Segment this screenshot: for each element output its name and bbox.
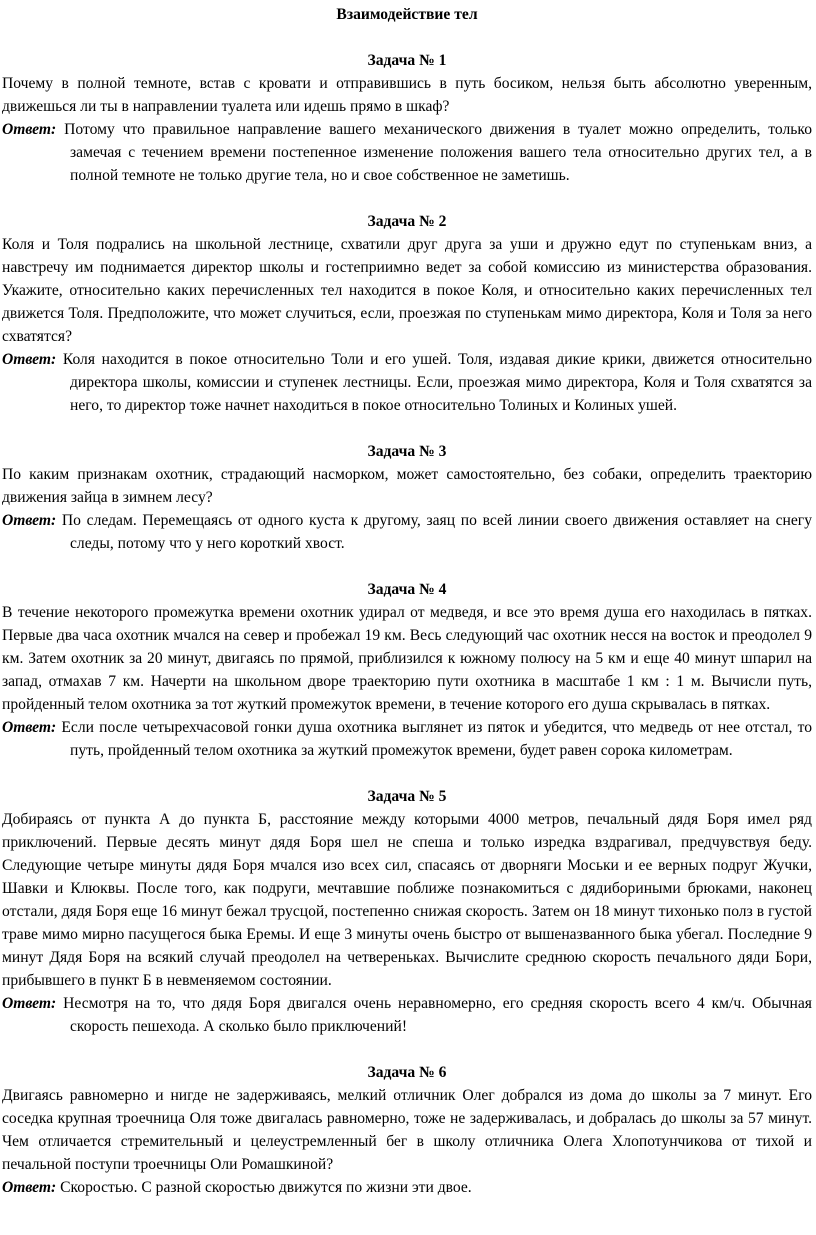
document-title: Взаимодействие тел xyxy=(336,6,478,23)
answer-label: Ответ: xyxy=(2,512,57,529)
task-question: Двигаясь равномерно и нигде не задерживаясь, мелкий отличник Олег добрался из дома до школы за 7 минут. Его соседка крупная троечница Оля тоже двигалась равномерно, тоже не задерживалась, и добралась до школы за 57 минут. Чем отличается стремительный и целеустремленный бег в школу отличника Олега Хлопотунчикова от тихой и печальной поступи троечницы Оли Ромашкиной? xyxy=(2,1087,812,1173)
answer-text: Коля находится в покое относительно Толи и его ушей. Толя, издавая дикие крики, движется относительно директора школы, комиссии и ступенек лестницы. Если, проезжая мимо директора, Коля и Толя схватятся за него, то директор тоже начнет находиться в покое относительно Толиных и Колиных ушей. xyxy=(62,351,812,414)
answer-label: Ответ: xyxy=(2,719,57,736)
answer-text: Если после четырехчасовой гонки душа охотника выглянет из пяток и убедится, что медведь от нее отстал, то путь, пройденный телом охотника за жуткий промежуток времени, будет равен сорока километрам. xyxy=(61,719,813,759)
task-question: Добираясь от пункта А до пункта Б, расстояние между которыми 4000 метров, печальный дядя Боря имел ряд приключений. Первые десять минут дядя Боря шел не спеша и только изредка вздрагивал, предчувствуя беду. Следующие четыре минуты дядя Боря мчался изо всех сил, спасаясь от дворняги Моськи и ее верных подруг Жучки, Шавки и Клюквы. После того, как подруги, мечтавшие поближе познакомиться с дядибориными брюками, наконец отстали, дядя Боря еще 16 минут бежал трусцой, постепенно снижая скорость. Затем он 18 минут тихонько полз в густой траве мимо мирно пасущегося быка Еремы. И еще 3 минуты очень быстро от вышеназванного быка убегал. Последние 9 минут Дядя Боря на всякий случай преодолел на четвереньках. Вычислите среднюю скорость печального дяди Бори, прибывшего в пункт Б в невменяемом состоянии. xyxy=(2,811,812,989)
task-question: Коля и Толя подрались на школьной лестнице, схватили друг друга за уши и дружно едут по ступенькам вниз, а навстречу им поднимается директор школы и гостеприимно ведет за собой комиссию из министерства образования. Укажите, относительно каких перечисленных тел находится в покое Коля, и относительно каких перечисленных тел движется Толя. Предположите, что может случиться, если, проезжая по ступенькам мимо директора, Коля и Толя за него схватятся? xyxy=(2,236,812,345)
task-heading: Задача № 2 xyxy=(367,213,447,230)
task-4 xyxy=(2,578,812,762)
task-question: В течение некоторого промежутка времени охотник удирал от медведя, и все это время душа его находилась в пятках. Первые два часа охотник мчался на север и пробежал 19 км. Весь следующий час охотник несся на восток и преодолел 9 км. Затем охотник за 20 минут, двигаясь по прямой, приблизился к южному полюсу на 5 км и еще 40 минут шпарил на запад, отмахав 7 км. Начерти на школьном дворе траекторию пути охотника в масштабе 1 км : 1 м. Вычисли путь, пройденный телом охотника за тот жуткий промежуток времени, в течение которого его душа скрывалась в пятках. xyxy=(2,604,812,713)
answer-text: Скоростью. С разной скоростью движутся по жизни эти двое. xyxy=(60,1179,472,1196)
answer-label: Ответ: xyxy=(2,121,57,138)
task-heading: Задача № 3 xyxy=(367,443,447,460)
task-heading: Задача № 6 xyxy=(367,1064,447,1081)
task-answer xyxy=(2,509,812,555)
task-answer xyxy=(2,1176,812,1199)
task-5 xyxy=(2,785,812,1038)
task-heading: Задача № 5 xyxy=(367,788,447,805)
answer-label: Ответ: xyxy=(2,351,57,368)
task-1 xyxy=(2,49,812,187)
task-heading: Задача № 1 xyxy=(367,52,447,69)
task-heading: Задача № 4 xyxy=(367,581,447,598)
task-answer xyxy=(2,992,812,1038)
task-3 xyxy=(2,440,812,555)
document-page xyxy=(0,3,814,1199)
task-answer xyxy=(2,716,812,762)
answer-label: Ответ: xyxy=(2,1179,57,1196)
answer-text: По следам. Перемещаясь от одного куста к другому, заяц по всей линии своего движения оставляет на снегу следы, потому что у него короткий хвост. xyxy=(61,512,812,552)
task-question: Почему в полной темноте, встав с кровати и отправившись в путь босиком, нельзя быть абсолютно уверенным, движешься ли ты в направлении туалета или идешь прямо в шкаф? xyxy=(2,75,812,115)
task-answer xyxy=(2,348,812,417)
task-2 xyxy=(2,210,812,417)
task-6 xyxy=(2,1061,812,1199)
answer-label: Ответ: xyxy=(2,995,57,1012)
answer-text: Несмотря на то, что дядя Боря двигался очень неравномерно, его средняя скорость всего 4 км/ч. Обычная скорость пешехода. А сколько было приключений! xyxy=(63,995,812,1035)
task-question: По каким признакам охотник, страдающий насморком, может самостоятельно, без собаки, определить траекторию движения зайца в зимнем лесу? xyxy=(2,466,812,506)
answer-text: Потому что правильное направление вашего механического движения в туалет можно определить, только замечая с течением времени постепенное изменение положения вашего тела относительно других тел, а в полной темноте не только другие тела, но и свое собственное не заметишь. xyxy=(64,121,812,184)
task-answer xyxy=(2,118,812,187)
